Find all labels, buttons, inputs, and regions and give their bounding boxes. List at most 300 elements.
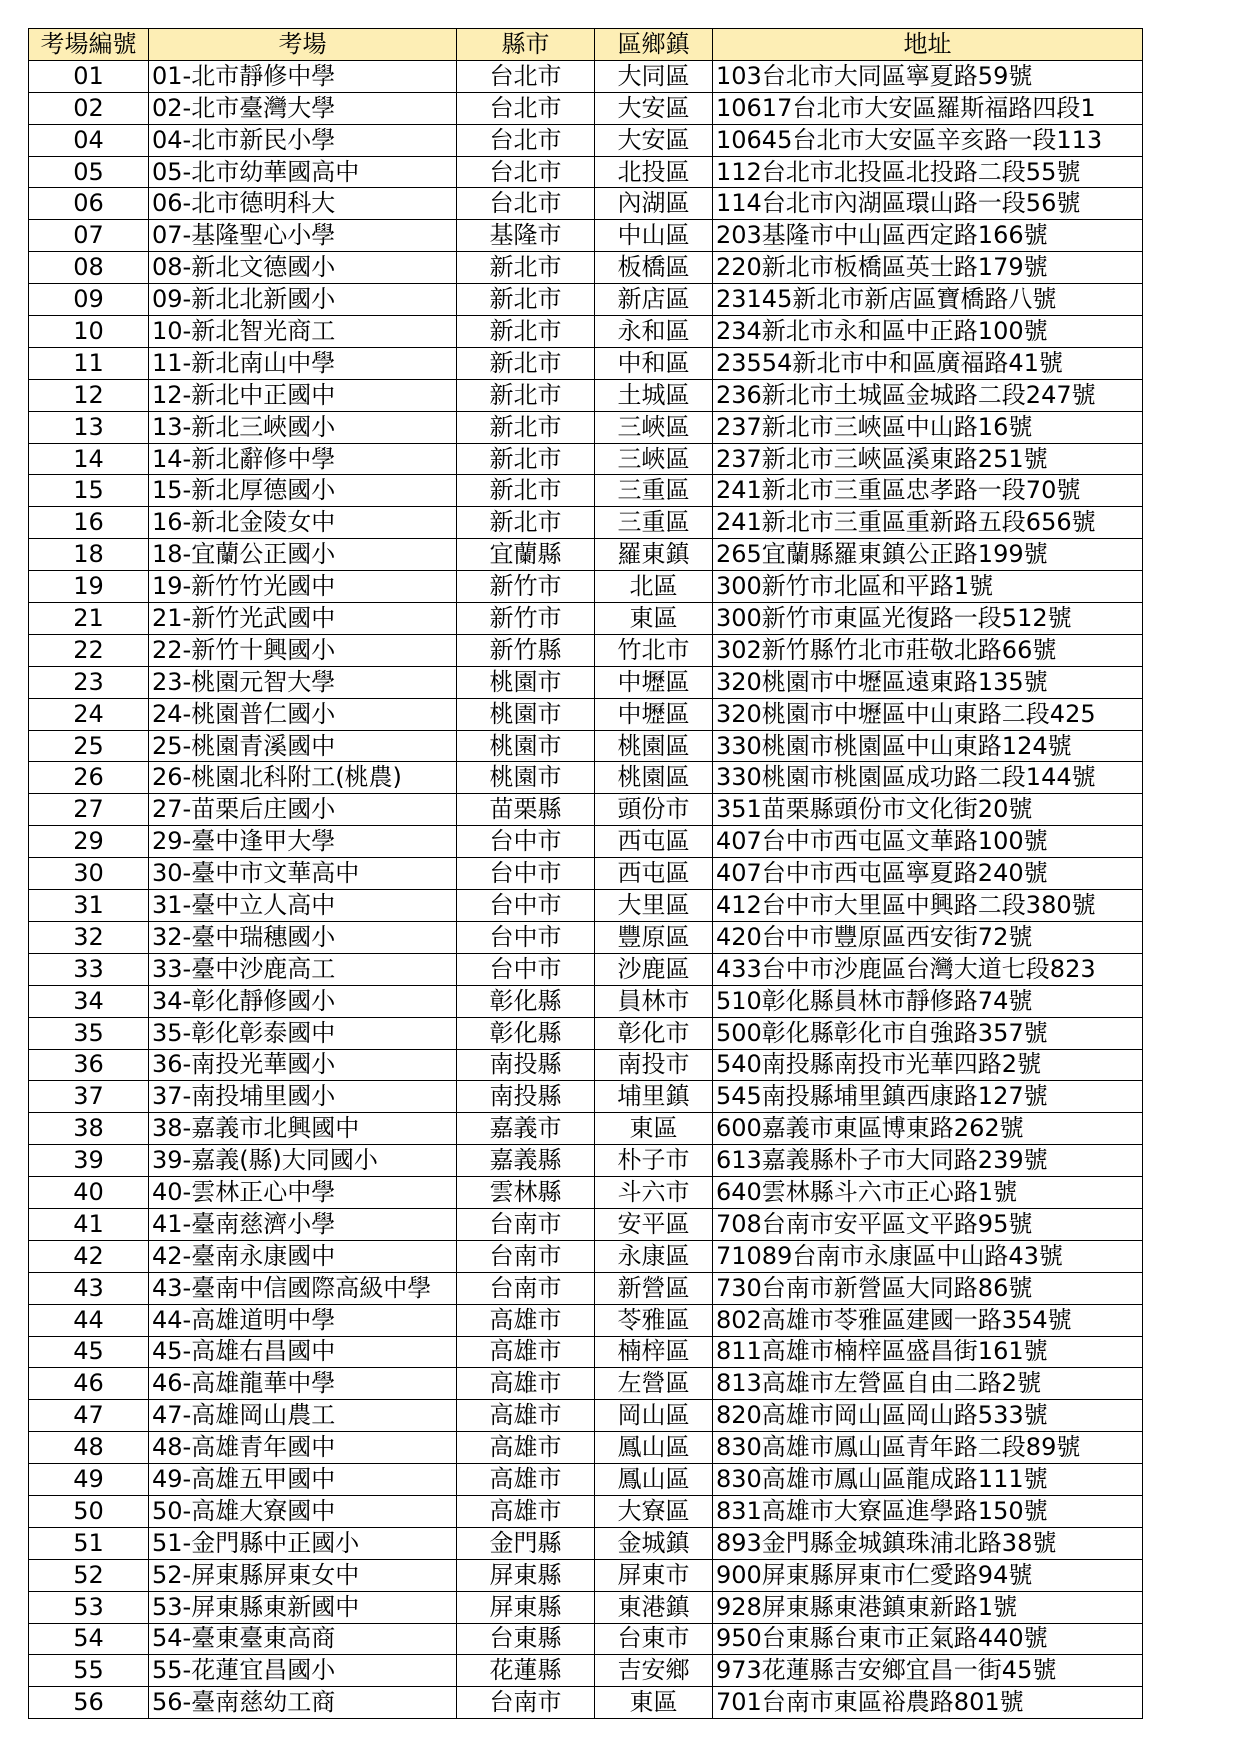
cell-site-name: 50-高雄大寮國中 xyxy=(149,1495,457,1527)
cell-district: 中山區 xyxy=(595,220,713,252)
table-row xyxy=(29,1177,1143,1209)
cell-district: 金城鎮 xyxy=(595,1527,713,1559)
cell-site-number: 04 xyxy=(29,124,149,156)
cell-site-name: 39-嘉義(縣)大同國小 xyxy=(149,1145,457,1177)
cell-site-name: 48-高雄青年國中 xyxy=(149,1432,457,1464)
cell-site-number: 49 xyxy=(29,1464,149,1496)
cell-district: 台東市 xyxy=(595,1623,713,1655)
cell-address: 265宜蘭縣羅東鎮公正路199號 xyxy=(713,539,1143,571)
cell-city: 新竹縣 xyxy=(457,634,595,666)
cell-site-name: 34-彰化靜修國小 xyxy=(149,985,457,1017)
cell-city: 屏東縣 xyxy=(457,1591,595,1623)
cell-site-number: 24 xyxy=(29,698,149,730)
cell-district: 員林市 xyxy=(595,985,713,1017)
cell-address: 112台北市北投區北投路二段55號 xyxy=(713,156,1143,188)
cell-district: 頭份市 xyxy=(595,794,713,826)
cell-address: 813高雄市左營區自由二路2號 xyxy=(713,1368,1143,1400)
table-row xyxy=(29,60,1143,92)
cell-address: 613嘉義縣朴子市大同路239號 xyxy=(713,1145,1143,1177)
cell-site-name: 23-桃園元智大學 xyxy=(149,666,457,698)
cell-site-number: 09 xyxy=(29,284,149,316)
cell-site-name: 41-臺南慈濟小學 xyxy=(149,1208,457,1240)
cell-district: 新店區 xyxy=(595,284,713,316)
cell-site-name: 33-臺中沙鹿高工 xyxy=(149,953,457,985)
cell-site-name: 43-臺南中信國際高級中學 xyxy=(149,1272,457,1304)
cell-district: 楠梓區 xyxy=(595,1336,713,1368)
table-row xyxy=(29,347,1143,379)
cell-address: 701台南市東區裕農路801號 xyxy=(713,1687,1143,1719)
cell-site-number: 14 xyxy=(29,443,149,475)
cell-address: 830高雄市鳳山區青年路二段89號 xyxy=(713,1432,1143,1464)
cell-site-name: 47-高雄岡山農工 xyxy=(149,1400,457,1432)
table-row xyxy=(29,666,1143,698)
cell-address: 300新竹市東區光復路一段512號 xyxy=(713,603,1143,635)
cell-city: 雲林縣 xyxy=(457,1177,595,1209)
cell-site-number: 16 xyxy=(29,507,149,539)
cell-site-name: 22-新竹十興國小 xyxy=(149,634,457,666)
table-row xyxy=(29,1113,1143,1145)
cell-city: 南投縣 xyxy=(457,1049,595,1081)
cell-city: 台東縣 xyxy=(457,1623,595,1655)
cell-site-name: 36-南投光華國小 xyxy=(149,1049,457,1081)
cell-address: 973花蓮縣吉安鄉宜昌一街45號 xyxy=(713,1655,1143,1687)
cell-site-name: 08-新北文德國小 xyxy=(149,252,457,284)
cell-city: 嘉義縣 xyxy=(457,1145,595,1177)
table-row xyxy=(29,188,1143,220)
cell-city: 宜蘭縣 xyxy=(457,539,595,571)
cell-city: 彰化縣 xyxy=(457,1017,595,1049)
cell-city: 高雄市 xyxy=(457,1464,595,1496)
table-row xyxy=(29,1527,1143,1559)
table-row xyxy=(29,730,1143,762)
table-row xyxy=(29,1145,1143,1177)
table-row xyxy=(29,826,1143,858)
cell-site-number: 34 xyxy=(29,985,149,1017)
cell-site-name: 14-新北辭修中學 xyxy=(149,443,457,475)
cell-city: 高雄市 xyxy=(457,1336,595,1368)
cell-district: 三峽區 xyxy=(595,411,713,443)
cell-address: 600嘉義市東區博東路262號 xyxy=(713,1113,1143,1145)
cell-district: 沙鹿區 xyxy=(595,953,713,985)
cell-address: 23145新北市新店區寶橋路八號 xyxy=(713,284,1143,316)
cell-city: 屏東縣 xyxy=(457,1559,595,1591)
table-row xyxy=(29,1591,1143,1623)
cell-site-number: 37 xyxy=(29,1081,149,1113)
cell-address: 831高雄市大寮區進學路150號 xyxy=(713,1495,1143,1527)
cell-district: 北區 xyxy=(595,571,713,603)
table-row xyxy=(29,539,1143,571)
cell-address: 234新北市永和區中正路100號 xyxy=(713,316,1143,348)
cell-district: 大同區 xyxy=(595,60,713,92)
cell-district: 東區 xyxy=(595,603,713,635)
table-row xyxy=(29,316,1143,348)
cell-site-number: 44 xyxy=(29,1304,149,1336)
cell-site-number: 25 xyxy=(29,730,149,762)
cell-city: 台南市 xyxy=(457,1272,595,1304)
cell-city: 高雄市 xyxy=(457,1495,595,1527)
cell-site-number: 52 xyxy=(29,1559,149,1591)
cell-city: 台北市 xyxy=(457,156,595,188)
cell-site-name: 09-新北北新國小 xyxy=(149,284,457,316)
cell-district: 苓雅區 xyxy=(595,1304,713,1336)
cell-address: 300新竹市北區和平路1號 xyxy=(713,571,1143,603)
cell-site-name: 49-高雄五甲國中 xyxy=(149,1464,457,1496)
cell-address: 302新竹縣竹北市莊敬北路66號 xyxy=(713,634,1143,666)
cell-site-name: 40-雲林正心中學 xyxy=(149,1177,457,1209)
cell-site-number: 56 xyxy=(29,1687,149,1719)
cell-address: 928屏東縣東港鎮東新路1號 xyxy=(713,1591,1143,1623)
header-address: 地址 xyxy=(713,29,1143,61)
cell-site-number: 54 xyxy=(29,1623,149,1655)
cell-site-number: 05 xyxy=(29,156,149,188)
cell-site-name: 37-南投埔里國小 xyxy=(149,1081,457,1113)
cell-district: 豐原區 xyxy=(595,921,713,953)
cell-district: 土城區 xyxy=(595,379,713,411)
cell-city: 彰化縣 xyxy=(457,985,595,1017)
cell-address: 545南投縣埔里鎮西康路127號 xyxy=(713,1081,1143,1113)
cell-district: 岡山區 xyxy=(595,1400,713,1432)
cell-site-number: 15 xyxy=(29,475,149,507)
cell-city: 新竹市 xyxy=(457,571,595,603)
table-row xyxy=(29,1400,1143,1432)
cell-district: 東區 xyxy=(595,1687,713,1719)
cell-address: 237新北市三峽區溪東路251號 xyxy=(713,443,1143,475)
cell-site-number: 38 xyxy=(29,1113,149,1145)
table-row xyxy=(29,156,1143,188)
cell-site-name: 31-臺中立人高中 xyxy=(149,890,457,922)
cell-district: 埔里鎮 xyxy=(595,1081,713,1113)
cell-address: 203基隆市中山區西定路166號 xyxy=(713,220,1143,252)
table-row xyxy=(29,92,1143,124)
cell-site-name: 07-基隆聖心小學 xyxy=(149,220,457,252)
cell-site-name: 38-嘉義市北興國中 xyxy=(149,1113,457,1145)
cell-site-number: 10 xyxy=(29,316,149,348)
table-row xyxy=(29,858,1143,890)
cell-site-number: 31 xyxy=(29,890,149,922)
table-row xyxy=(29,1017,1143,1049)
cell-city: 台北市 xyxy=(457,60,595,92)
cell-district: 新營區 xyxy=(595,1272,713,1304)
cell-site-number: 26 xyxy=(29,762,149,794)
cell-site-number: 12 xyxy=(29,379,149,411)
cell-city: 基隆市 xyxy=(457,220,595,252)
cell-site-number: 27 xyxy=(29,794,149,826)
cell-city: 新北市 xyxy=(457,284,595,316)
cell-site-number: 40 xyxy=(29,1177,149,1209)
table-row xyxy=(29,1655,1143,1687)
cell-site-number: 43 xyxy=(29,1272,149,1304)
cell-site-name: 25-桃園青溪國中 xyxy=(149,730,457,762)
table-row xyxy=(29,953,1143,985)
cell-site-name: 12-新北中正國中 xyxy=(149,379,457,411)
cell-site-number: 13 xyxy=(29,411,149,443)
cell-address: 320桃園市中壢區中山東路二段425 xyxy=(713,698,1143,730)
cell-address: 114台北市內湖區環山路一段56號 xyxy=(713,188,1143,220)
cell-address: 330桃園市桃園區中山東路124號 xyxy=(713,730,1143,762)
cell-address: 811高雄市楠梓區盛昌街161號 xyxy=(713,1336,1143,1368)
table-row xyxy=(29,507,1143,539)
cell-address: 241新北市三重區重新路五段656號 xyxy=(713,507,1143,539)
cell-site-name: 01-北市靜修中學 xyxy=(149,60,457,92)
cell-site-number: 55 xyxy=(29,1655,149,1687)
cell-city: 台中市 xyxy=(457,858,595,890)
cell-address: 420台中市豐原區西安街72號 xyxy=(713,921,1143,953)
cell-site-number: 42 xyxy=(29,1240,149,1272)
header-site-name: 考場 xyxy=(149,29,457,61)
cell-address: 540南投縣南投市光華四路2號 xyxy=(713,1049,1143,1081)
cell-address: 433台中市沙鹿區台灣大道七段823 xyxy=(713,953,1143,985)
cell-address: 708台南市安平區文平路95號 xyxy=(713,1208,1143,1240)
cell-city: 新北市 xyxy=(457,316,595,348)
table-body xyxy=(29,60,1143,1718)
cell-address: 103台北市大同區寧夏路59號 xyxy=(713,60,1143,92)
cell-city: 新北市 xyxy=(457,252,595,284)
table-row xyxy=(29,220,1143,252)
cell-site-number: 48 xyxy=(29,1432,149,1464)
cell-district: 東港鎮 xyxy=(595,1591,713,1623)
cell-city: 高雄市 xyxy=(457,1432,595,1464)
cell-site-number: 51 xyxy=(29,1527,149,1559)
cell-address: 820高雄市岡山區岡山路533號 xyxy=(713,1400,1143,1432)
table-row xyxy=(29,443,1143,475)
cell-site-name: 21-新竹光武國中 xyxy=(149,603,457,635)
table-row xyxy=(29,762,1143,794)
cell-site-number: 18 xyxy=(29,539,149,571)
cell-district: 三重區 xyxy=(595,507,713,539)
table-row xyxy=(29,634,1143,666)
cell-address: 220新北市板橋區英士路179號 xyxy=(713,252,1143,284)
cell-site-name: 42-臺南永康國中 xyxy=(149,1240,457,1272)
cell-address: 802高雄市苓雅區建國一路354號 xyxy=(713,1304,1143,1336)
cell-district: 中壢區 xyxy=(595,698,713,730)
cell-city: 金門縣 xyxy=(457,1527,595,1559)
cell-address: 320桃園市中壢區遠東路135號 xyxy=(713,666,1143,698)
cell-site-name: 04-北市新民小學 xyxy=(149,124,457,156)
table-row xyxy=(29,571,1143,603)
header-city: 縣市 xyxy=(457,29,595,61)
cell-city: 台北市 xyxy=(457,124,595,156)
cell-site-number: 36 xyxy=(29,1049,149,1081)
table-row xyxy=(29,411,1143,443)
cell-site-name: 29-臺中逢甲大學 xyxy=(149,826,457,858)
cell-site-number: 46 xyxy=(29,1368,149,1400)
cell-district: 鳳山區 xyxy=(595,1432,713,1464)
cell-address: 407台中市西屯區寧夏路240號 xyxy=(713,858,1143,890)
cell-city: 台北市 xyxy=(457,92,595,124)
cell-site-name: 46-高雄龍華中學 xyxy=(149,1368,457,1400)
table-row xyxy=(29,124,1143,156)
cell-city: 桃園市 xyxy=(457,666,595,698)
cell-address: 241新北市三重區忠孝路一段70號 xyxy=(713,475,1143,507)
cell-site-name: 44-高雄道明中學 xyxy=(149,1304,457,1336)
table-row xyxy=(29,985,1143,1017)
cell-district: 南投市 xyxy=(595,1049,713,1081)
cell-site-number: 07 xyxy=(29,220,149,252)
cell-site-name: 24-桃園普仁國小 xyxy=(149,698,457,730)
cell-city: 新北市 xyxy=(457,379,595,411)
cell-city: 台中市 xyxy=(457,953,595,985)
table-row xyxy=(29,1049,1143,1081)
cell-site-number: 30 xyxy=(29,858,149,890)
cell-site-number: 01 xyxy=(29,60,149,92)
cell-site-name: 13-新北三峽國小 xyxy=(149,411,457,443)
cell-site-number: 21 xyxy=(29,603,149,635)
cell-city: 苗栗縣 xyxy=(457,794,595,826)
cell-district: 桃園區 xyxy=(595,730,713,762)
cell-address: 900屏東縣屏東市仁愛路94號 xyxy=(713,1559,1143,1591)
cell-address: 330桃園市桃園區成功路二段144號 xyxy=(713,762,1143,794)
cell-address: 10645台北市大安區辛亥路一段113 xyxy=(713,124,1143,156)
cell-city: 台中市 xyxy=(457,890,595,922)
cell-site-name: 35-彰化彰泰國中 xyxy=(149,1017,457,1049)
cell-address: 893金門縣金城鎮珠浦北路38號 xyxy=(713,1527,1143,1559)
cell-district: 三峽區 xyxy=(595,443,713,475)
cell-city: 新竹市 xyxy=(457,603,595,635)
cell-district: 桃園區 xyxy=(595,762,713,794)
cell-district: 斗六市 xyxy=(595,1177,713,1209)
cell-district: 三重區 xyxy=(595,475,713,507)
cell-city: 新北市 xyxy=(457,507,595,539)
table-row xyxy=(29,698,1143,730)
cell-city: 南投縣 xyxy=(457,1081,595,1113)
cell-city: 桃園市 xyxy=(457,698,595,730)
cell-district: 安平區 xyxy=(595,1208,713,1240)
cell-site-number: 53 xyxy=(29,1591,149,1623)
cell-site-number: 11 xyxy=(29,347,149,379)
cell-city: 新北市 xyxy=(457,443,595,475)
table-row xyxy=(29,1240,1143,1272)
table-row xyxy=(29,1272,1143,1304)
cell-district: 北投區 xyxy=(595,156,713,188)
cell-city: 台北市 xyxy=(457,188,595,220)
cell-site-name: 02-北市臺灣大學 xyxy=(149,92,457,124)
cell-address: 950台東縣台東市正氣路440號 xyxy=(713,1623,1143,1655)
cell-site-number: 32 xyxy=(29,921,149,953)
cell-district: 中和區 xyxy=(595,347,713,379)
cell-district: 永康區 xyxy=(595,1240,713,1272)
cell-district: 彰化市 xyxy=(595,1017,713,1049)
table-row xyxy=(29,921,1143,953)
header-district: 區鄉鎮 xyxy=(595,29,713,61)
cell-site-name: 52-屏東縣屏東女中 xyxy=(149,1559,457,1591)
table-row xyxy=(29,284,1143,316)
table-row xyxy=(29,1464,1143,1496)
table-row xyxy=(29,890,1143,922)
cell-site-number: 33 xyxy=(29,953,149,985)
cell-site-name: 30-臺中市文華高中 xyxy=(149,858,457,890)
cell-district: 西屯區 xyxy=(595,826,713,858)
cell-city: 桃園市 xyxy=(457,730,595,762)
cell-address: 237新北市三峽區中山路16號 xyxy=(713,411,1143,443)
cell-district: 內湖區 xyxy=(595,188,713,220)
exam-site-table xyxy=(28,28,1143,1719)
cell-district: 鳳山區 xyxy=(595,1464,713,1496)
cell-city: 台中市 xyxy=(457,826,595,858)
cell-address: 640雲林縣斗六市正心路1號 xyxy=(713,1177,1143,1209)
cell-address: 510彰化縣員林市靜修路74號 xyxy=(713,985,1143,1017)
cell-site-name: 05-北市幼華國高中 xyxy=(149,156,457,188)
cell-site-name: 15-新北厚德國小 xyxy=(149,475,457,507)
cell-site-name: 56-臺南慈幼工商 xyxy=(149,1687,457,1719)
cell-district: 大安區 xyxy=(595,124,713,156)
table-row xyxy=(29,1495,1143,1527)
cell-address: 236新北市土城區金城路二段247號 xyxy=(713,379,1143,411)
cell-address: 830高雄市鳳山區龍成路111號 xyxy=(713,1464,1143,1496)
cell-city: 嘉義市 xyxy=(457,1113,595,1145)
cell-district: 竹北市 xyxy=(595,634,713,666)
cell-site-number: 39 xyxy=(29,1145,149,1177)
cell-site-name: 32-臺中瑞穗國小 xyxy=(149,921,457,953)
cell-site-number: 50 xyxy=(29,1495,149,1527)
header-row xyxy=(29,29,1143,61)
cell-district: 板橋區 xyxy=(595,252,713,284)
cell-city: 新北市 xyxy=(457,475,595,507)
table-row xyxy=(29,1304,1143,1336)
cell-site-name: 51-金門縣中正國小 xyxy=(149,1527,457,1559)
table-row xyxy=(29,1081,1143,1113)
cell-district: 大里區 xyxy=(595,890,713,922)
cell-site-number: 45 xyxy=(29,1336,149,1368)
cell-site-name: 45-高雄右昌國中 xyxy=(149,1336,457,1368)
table-row xyxy=(29,1368,1143,1400)
cell-city: 台南市 xyxy=(457,1208,595,1240)
cell-site-number: 19 xyxy=(29,571,149,603)
table-row xyxy=(29,603,1143,635)
cell-city: 高雄市 xyxy=(457,1304,595,1336)
cell-city: 台南市 xyxy=(457,1687,595,1719)
cell-site-name: 06-北市德明科大 xyxy=(149,188,457,220)
cell-city: 台中市 xyxy=(457,921,595,953)
table-row xyxy=(29,1432,1143,1464)
cell-district: 羅東鎮 xyxy=(595,539,713,571)
cell-site-number: 35 xyxy=(29,1017,149,1049)
cell-site-name: 53-屏東縣東新國中 xyxy=(149,1591,457,1623)
cell-district: 東區 xyxy=(595,1113,713,1145)
cell-district: 大寮區 xyxy=(595,1495,713,1527)
cell-city: 新北市 xyxy=(457,347,595,379)
table-row xyxy=(29,1336,1143,1368)
table-row xyxy=(29,1559,1143,1591)
cell-address: 407台中市西屯區文華路100號 xyxy=(713,826,1143,858)
cell-district: 永和區 xyxy=(595,316,713,348)
cell-site-name: 26-桃園北科附工(桃農) xyxy=(149,762,457,794)
cell-site-name: 19-新竹竹光國中 xyxy=(149,571,457,603)
cell-district: 大安區 xyxy=(595,92,713,124)
cell-site-number: 47 xyxy=(29,1400,149,1432)
cell-site-number: 06 xyxy=(29,188,149,220)
cell-address: 71089台南市永康區中山路43號 xyxy=(713,1240,1143,1272)
cell-address: 10617台北市大安區羅斯福路四段1 xyxy=(713,92,1143,124)
cell-district: 朴子市 xyxy=(595,1145,713,1177)
table-row xyxy=(29,1208,1143,1240)
table-row xyxy=(29,379,1143,411)
cell-address: 500彰化縣彰化市自強路357號 xyxy=(713,1017,1143,1049)
cell-address: 412台中市大里區中興路二段380號 xyxy=(713,890,1143,922)
cell-address: 351苗栗縣頭份市文化街20號 xyxy=(713,794,1143,826)
cell-site-number: 29 xyxy=(29,826,149,858)
cell-city: 高雄市 xyxy=(457,1368,595,1400)
table-row xyxy=(29,1687,1143,1719)
cell-site-number: 08 xyxy=(29,252,149,284)
cell-site-name: 18-宜蘭公正國小 xyxy=(149,539,457,571)
cell-district: 左營區 xyxy=(595,1368,713,1400)
cell-district: 西屯區 xyxy=(595,858,713,890)
cell-site-number: 41 xyxy=(29,1208,149,1240)
cell-site-name: 16-新北金陵女中 xyxy=(149,507,457,539)
cell-city: 高雄市 xyxy=(457,1400,595,1432)
table-row xyxy=(29,475,1143,507)
table-row xyxy=(29,1623,1143,1655)
